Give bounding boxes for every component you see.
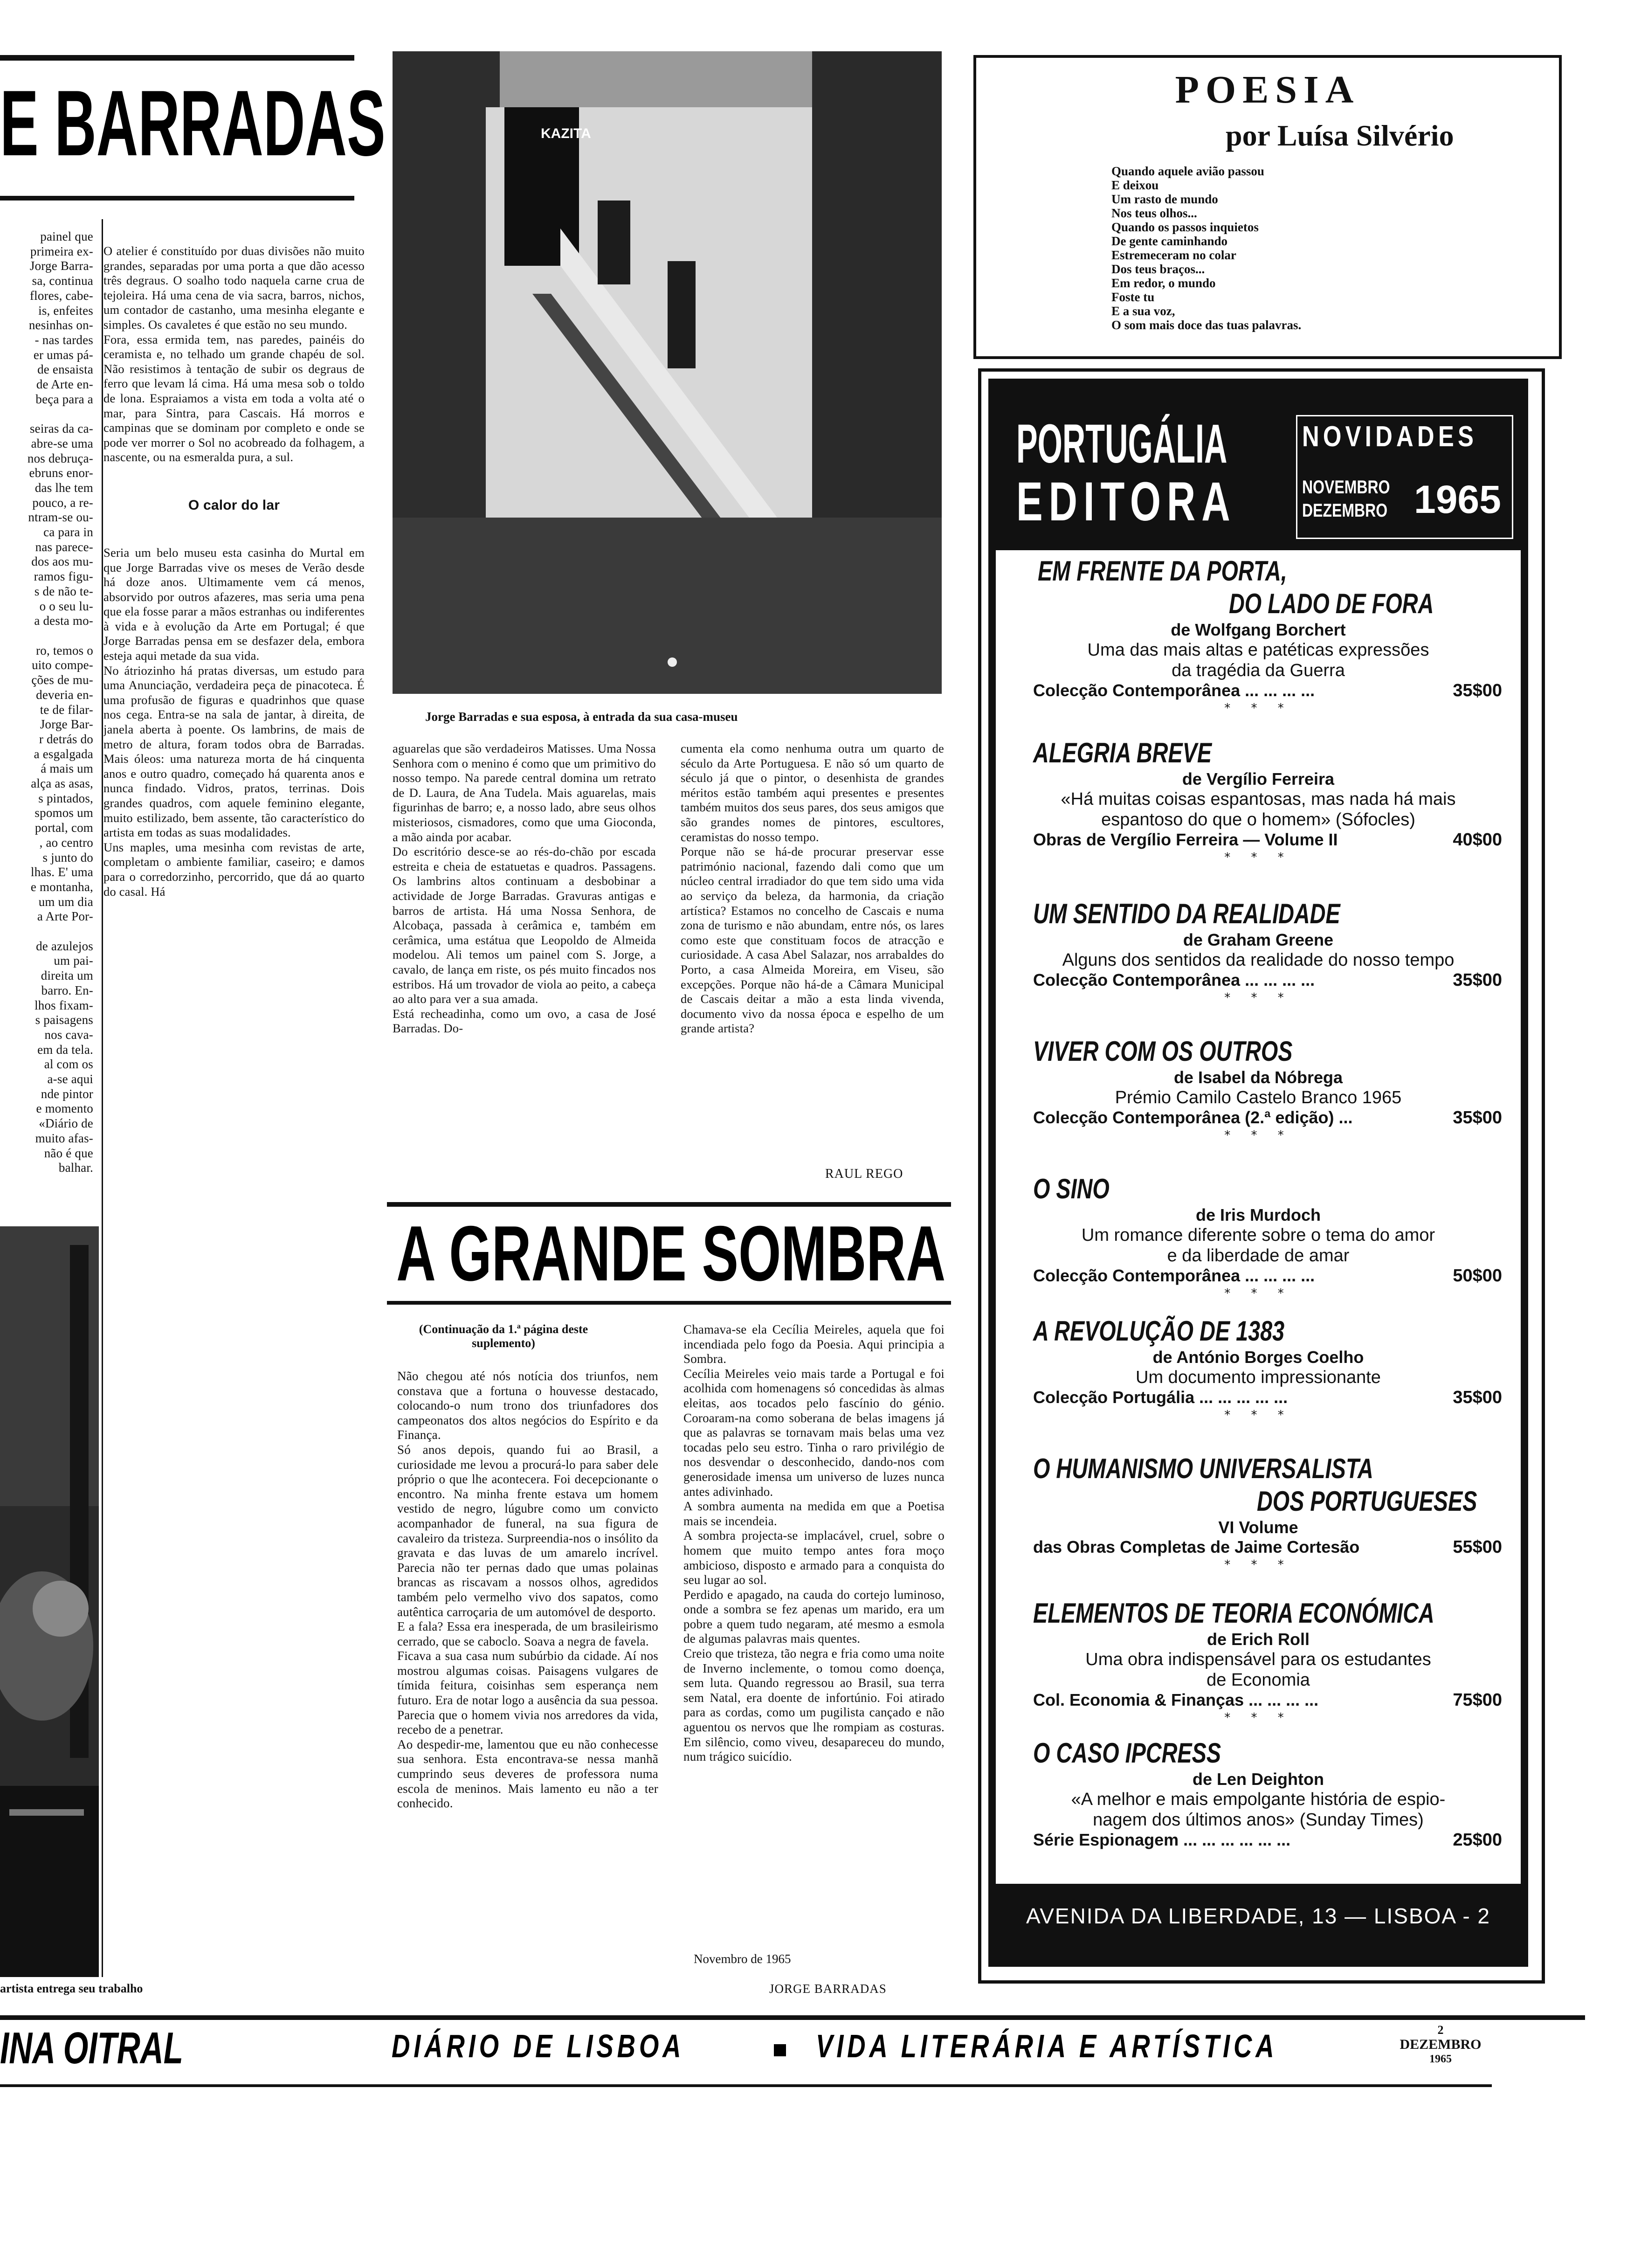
- book-price: 35$00: [1453, 970, 1502, 990]
- book-author: de Wolfgang Borchert: [1171, 620, 1346, 639]
- poem-line: Quando os passos inquietos: [1111, 220, 1259, 234]
- footer-section-name: VIDA LITERÁRIA E ARTÍSTICA: [816, 2028, 1278, 2064]
- ad-book: [996, 1597, 1521, 1737]
- ad-book: [996, 898, 1521, 1014]
- artist-painting-image: [0, 1226, 99, 1977]
- footer-paper-name: DIÁRIO DE LISBOA: [392, 2028, 685, 2064]
- book-desc: Uma obra indispensável para os estudantes: [1085, 1650, 1431, 1669]
- ad-book: [996, 737, 1521, 877]
- book-price: 50$00: [1453, 1266, 1502, 1286]
- novidades-block: [1296, 415, 1513, 539]
- separator-stars: * * *: [1224, 850, 1292, 864]
- column-rule: [102, 219, 103, 1977]
- left-article-text: painel que primeira ex- Jorge Barra- sa, continua flores, cabe- is, enfeites nesinhas on- - nas tardes er umas pá- de ensaista de Arte en- beça para a seiras da ca- abre-se uma nos debruça- ebruns enor- das lhe tem pouco, a re- ntram-se ou- ca para in nas parece- dos aos mu- ramos figu- s de não te- o o seu lu- a desta mo- ro, temos o uito compe- ções de mu- deveria en- te de filar- Jorge Bar- r detrás do a esgalgada á mais um alça as asas, s pintados, spomos um portal, com , ao centro s junto do lhas. E' uma e montanha, um um dia a Arte Por- de azulejos um pai- direita um barro. En- lhos fixam- s paisagens nos cava- em da tela. al com os a-se aqui nde pintor e momento «Diário de muito afas- não é que balhar.: [27, 229, 93, 1175]
- book-collection: Colecção Contemporânea ... ... ... ...: [1033, 970, 1315, 989]
- separator-stars: * * *: [1224, 1128, 1292, 1142]
- atelier-col1-text: O atelier é constituído por duas divisões não muito grandes, separadas por uma porta a que dão acesso três degraus. O soalho todo naquela carne crua de tejoleira. Há uma cena de via sacra, barros, nichos, um contador de castanho, uma mesinha elegante e simples. Os cavaletes é que estão no seu mundo. Fora, essa ermida tem, nas paredes, painéis do ceramista e, no telhado um grande chapéu de sol. Não resistimos à tentação de subir os degraus de ferro que levam lá cima. Há uma mesa sob o toldo de lona. Espraiamos a vista em toda a volta até o mar, para Sintra, para Cascais. Há morros e campinas que se dominam por completo e onde se pode ver morrer o Sol no acobreado da folhagem, a nascente, ou na esmeralda pura, a sul.: [103, 244, 365, 464]
- book-title: VIVER COM OS OUTROS: [1033, 1036, 1293, 1067]
- poem-line: Nos teus olhos...: [1111, 206, 1197, 220]
- book-title-2: DOS PORTUGUESES: [1257, 1486, 1477, 1517]
- book-desc: Alguns dos sentidos da realidade do nosso tempo: [1062, 950, 1455, 970]
- footer-year: 1965: [1429, 2053, 1452, 2065]
- book-desc-2: nagem dos últimos anos» (Sunday Times): [1093, 1810, 1424, 1830]
- poem-line: E deixou: [1111, 178, 1159, 192]
- sombra-col1: Não chegou até nós notícia dos triunfos, nem constava que a fortuna o houvesse destacado, colocando-o num trono dos triunfadores dos campeonatos dos altos negócios do Espírito e da Finança. Só anos depois, quando fui ao Brasil, a curiosidade me levou a procurá-lo para saber dele próprio o que lhe acontecera. Foi decepcionante o encontro. Na minha frente estava um homem vestido de negro, lúgubre como um convicto acompanhador de funeral, na sua figura de cavaleiro da tristeza. Surpreendia-nos o insólito da gravata e das luvas de um amarelo incrível. Parecia não ter pernas dado que umas polainas brancas as riscavam a nossos olhos, agredidos também pelo vermelho vivo dos sapatos, como autêntica carroçaria de um automóvel de desporto. E a fala? Essa era inesperada, de um brasileirismo cerrado, que se caboclo. Soava a negra de favela. Ficava a sua casa num subúrbio da cidade. Aí nos mostrou algumas coisas. Paisagens vulgares de tímida feitura, coisinhas sem esperança nem futuro. Era de notar logo a ausência da sua pessoa. Parecia que o homem vivia nos arredores da vida, recebo de a penetrar. Ao despedir-me, lamentou que eu não conhecesse sua senhora. Esta encontrava-se nessa manhã cumprindo seus deveres de professora numa escola de meninos. Mais lamento eu não a ter conhecido.: [397, 1369, 658, 1811]
- atelier-col1-text2: Seria um belo museu esta casinha do Murtal em que Jorge Barradas vive os meses de Verão desde há doze anos. Ultimamente vem cá menos, absorvido por outros afazeres, mas seria uma pena que ela fosse parar a mãos estranhas ou indiferentes à vida e à evolução da Arte em Portugal; é que Jorge Barradas pensa em se desfazer dela, embora esteja aqui metade da sua vida. No átriozinho há pratas diversas, um estudo para uma Anunciação, verdadeira peça de pinacoteca. É uma profusão de figuras e quadrinhos que quase nos cega. Entra-se na sala de jantar, à direita, de janela aberta à poente. Os lambrins, de mais de metro de altura, foram todos obra de Barradas. Mais óleos: uma natureza morta de há cinquenta anos e outro quadro, começado há quarenta anos e nunca findado. Vidros, pratos, terrinas. Dois grandes quadros, com aquele feminino elegante, muito estilizado, bem assente, tão característico do artista em todas as suas modalidades. Uns maples, uma mesinha com revistas de arte, completam o ambiente familiar, caseiro; e damos para o corredorzinho, percorrido, que dá ao quarto do casal. Há: [103, 545, 365, 899]
- continuation-note: (Continuação da 1.ª página deste suplemento): [419, 1322, 588, 1350]
- ad-header: [1016, 415, 1515, 541]
- book-title: O HUMANISMO UNIVERSALISTA: [1033, 1453, 1373, 1484]
- poem-line: Um rasto de mundo: [1111, 192, 1218, 206]
- book-desc: «Há muitas coisas espantosas, mas nada há mais: [1061, 789, 1456, 809]
- sombra-bottom-rule: [387, 1301, 951, 1305]
- ad-book: [996, 1737, 1521, 1872]
- footer-month: DEZEMBRO: [1400, 2037, 1482, 2052]
- book-collection: Obras de Vergílio Ferreira — Volume II: [1033, 830, 1338, 849]
- book-author: de Len Deighton: [1193, 1770, 1324, 1789]
- brand-block: [1016, 415, 1268, 541]
- book-title: EM FRENTE DA PORTA,: [1038, 555, 1287, 587]
- ad-book: [996, 1452, 1521, 1574]
- separator-stars: * * *: [1224, 1711, 1292, 1725]
- raul-rego-signature: RAUL REGO: [825, 1167, 903, 1181]
- left-headline: E BARRADAS: [0, 71, 386, 175]
- calor-subhead: O calor do lar: [188, 497, 280, 513]
- book-desc-2: espantoso do que o homem» (Sófocles): [1101, 810, 1415, 830]
- book-price: 40$00: [1453, 830, 1502, 850]
- house-photo: [393, 51, 942, 694]
- book-desc: «A melhor e mais empolgante história de espio-: [1071, 1790, 1446, 1809]
- sombra-date: Novembro de 1965: [694, 1952, 791, 1966]
- poem-line: Dos teus braços...: [1111, 262, 1205, 276]
- poesia-title: POESIA: [1175, 68, 1360, 111]
- separator-stars: * * *: [1224, 991, 1292, 1005]
- ad-book: [996, 1315, 1521, 1431]
- book-collection: Colecção Contemporânea ... ... ... ...: [1033, 1266, 1315, 1285]
- book-title: UM SENTIDO DA REALIDADE: [1033, 898, 1340, 929]
- atelier-col3: cumenta ela como nenhuma outra um quarto de século da Arte Portuguesa. E não só um quarto de século já que o pintor, o desenhista de grandes méritos estão também aqui presentes e presentes também muitos dos seus pares, dos seus amigos que são grandes nomes de pintores, escultores, ceramistas do nosso tempo. Porque não se há-de procurar preservar esse património nacional, fazendo dali como que um núcleo central irradiador do que tem sido uma vida ao serviço da beleza, da harmonia, da criação artística? Estamos no concelho de Cascais e numa zona de turismo e não abundam, entre nós, os lares como este que constituam focos de atracção e curiosidade. A casa Abel Salazar, nos arrabaldes do Porto, a casa Almeida Moreira, em Viseu, são excepções. Porque não há-de a Câmara Municipal de Cascais deitar a mão a esta linda vivenda, documento vivo da nossa época e espelho de um grande artista?: [681, 741, 944, 1036]
- book-price: 55$00: [1453, 1537, 1502, 1557]
- left-photo: [0, 1226, 99, 1977]
- ad-book: [996, 1173, 1521, 1308]
- book-author: de Erich Roll: [1207, 1630, 1310, 1649]
- poem-line: De gente caminhando: [1111, 234, 1227, 248]
- book-collection: Col. Economia & Finanças ... ... ... ...: [1033, 1690, 1319, 1709]
- ad-book: [996, 1035, 1521, 1152]
- brand-line-2: EDITORA: [1016, 471, 1236, 532]
- book-author: de Graham Greene: [1183, 930, 1334, 949]
- left-top-rule: [0, 55, 354, 61]
- book-author: de António Borges Coelho: [1152, 1348, 1364, 1367]
- book-collection: das Obras Completas de Jaime Cortesão: [1033, 1537, 1360, 1556]
- book-author: VI Volume: [1218, 1518, 1298, 1537]
- ad-year: 1965: [1414, 477, 1501, 521]
- house-photo-caption: Jorge Barradas e sua esposa, à entrada da sua casa-museu: [425, 710, 738, 724]
- footer-top-rule: [0, 2015, 1585, 2020]
- separator-stars: * * *: [1224, 1408, 1292, 1422]
- book-desc-2: e da liberdade de amar: [1167, 1246, 1350, 1265]
- book-price: 25$00: [1453, 1830, 1502, 1850]
- ad-book-list: [996, 550, 1521, 1884]
- book-desc: Prémio Camilo Castelo Branco 1965: [1115, 1088, 1402, 1107]
- photo-sign: KAZITA: [541, 126, 591, 141]
- book-desc: Um romance diferente sobre o tema do amor: [1081, 1225, 1435, 1245]
- sombra-col2: Chamava-se ela Cecília Meireles, aquela que foi incendiada pelo fogo da Poesia. Aqui principia a Sombra. Cecília Meireles veio mais tarde a Portugal e foi acolhida com homenagens só concedidas às almas eleitas, aos tocados pelo fascínio do génio. Coroaram-na como soberana de belas imagens já que as palavras se tornavam mais belas uma vez tocadas pelo seu estro. Tinha o raro privilégio de nos desvendar o desconhecido, dando-nos com generosidade imensa um universo de luzes nunca antes adivinhado. A sombra aumenta na medida em que a Poetisa mais se incendeia. A sombra projecta-se implacável, cruel, sobre o homem que muito tempo antes fora moço ambicioso, disposto e armado para a conquista do seu lugar ao sol. Perdido e apagado, na cauda do cortejo luminoso, onde a sombra se fez apenas um marido, era um pobre a quem tudo negaram, até mesmo a esmola de algumas palavras mais quentes. Creio que tristeza, tão negra e fria como uma noite de Inverno inclemente, o tomou como doença, sem luta. Quando regressou ao Brasil, sua terra sem Natal, era doente de infortúnio. Foi atirado para as cordas, como um pugilista cançado e não aguentou os nervos que lhe rompiam as costuras. Em silêncio, como viveu, desapareceu do mundo, num trágico suicídio.: [683, 1322, 945, 1764]
- footer-date: [1394, 2024, 1487, 2066]
- book-desc-2: de Economia: [1207, 1670, 1310, 1690]
- separator-stars: * * *: [1224, 1286, 1292, 1300]
- poem-line: Em redor, o mundo: [1111, 276, 1216, 290]
- book-author: de Iris Murdoch: [1195, 1205, 1321, 1224]
- poem-line: Estremeceram no colar: [1111, 248, 1236, 262]
- book-desc-2: da tragédia da Guerra: [1172, 661, 1345, 680]
- book-desc: Um documento impressionante: [1136, 1368, 1381, 1387]
- book-price: 75$00: [1453, 1690, 1502, 1710]
- left-photo-caption: artista entrega seu trabalho: [0, 1982, 143, 1995]
- poem-line: O som mais doce das tuas palavras.: [1111, 318, 1302, 332]
- ad-footer-address: AVENIDA DA LIBERDADE, 13 — LISBOA - 2: [1026, 1904, 1491, 1928]
- footer-bottom-rule: [0, 2084, 1492, 2087]
- atelier-col1: [103, 229, 365, 1889]
- separator-stars: * * *: [1224, 701, 1292, 715]
- footer-square-bullet: [774, 2044, 786, 2056]
- footer-day: 2: [1437, 2023, 1444, 2037]
- atelier-col2: aguarelas que são verdadeiros Matisses. Uma Nossa Senhora com o menino é como que um primitivo do nosso tempo. Na parede central domina um retrato de D. Laura, de Ana Tudela. Mais aguarelas, mais figurinhas de barro; e, a nosso lado, abre seus olhos misteriosos, cismadores, como que uma Gioconda, a mão ainda por acabar. Do escritório desce-se ao rés-do-chão por escada estreita e cheia de estatuetas e quadros. Passagens. Os lambrins altos continuam a desbobinar a actividade de Jorge Barradas. Gravuras antigas e barros de artista. Há uma Nossa Senhora, de Alcobaça, passada à cerâmica e, também em cerâmica, uma estátua que Leopoldo de Almeida modelou. Ali temos um painel com S. Jorge, a cavalo, de lança em riste, os pés muito fincados nos estribos. Há um trovador de viola ao peito, a cabeça ao alto para ver a sua amada. Está recheadinha, como um ovo, a casa de José Barradas. Do-: [393, 741, 656, 1036]
- book-title: ALEGRIA BREVE: [1033, 737, 1212, 768]
- poesia-box: [973, 55, 1562, 359]
- book-title: ELEMENTOS DE TEORIA ECONÓMICA: [1033, 1597, 1434, 1629]
- poesia-byline: por Luísa Silvério: [1226, 119, 1454, 152]
- book-title: O CASO IPCRESS: [1033, 1737, 1221, 1769]
- book-price: 35$00: [1453, 681, 1502, 700]
- jorge-barradas-signature: JORGE BARRADAS: [769, 1982, 887, 1996]
- book-collection: Colecção Contemporânea (2.ª edição) ...: [1033, 1108, 1353, 1127]
- casa-museu-image: [393, 51, 942, 694]
- left-headline-rule: [0, 196, 354, 201]
- month-2: DEZEMBRO: [1302, 500, 1388, 521]
- book-price: 35$00: [1453, 1388, 1502, 1407]
- book-collection: Colecção Portugália ... ... ... ... ...: [1033, 1388, 1288, 1407]
- book-price: 35$00: [1453, 1108, 1502, 1127]
- book-title: O SINO: [1033, 1173, 1110, 1204]
- month-1: NOVEMBRO: [1302, 477, 1390, 498]
- footer-left-title: INA OITRAL: [0, 2023, 183, 2073]
- novidades-label: NOVIDADES: [1302, 421, 1478, 453]
- sombra-headline: A GRANDE SOMBRA: [396, 1210, 946, 1297]
- book-title: A REVOLUÇÃO DE 1383: [1033, 1315, 1285, 1347]
- sombra-top-rule: [387, 1202, 951, 1207]
- book-title-2: DO LADO DE FORA: [1229, 588, 1434, 619]
- book-desc: Uma das mais altas e patéticas expressões: [1087, 640, 1429, 660]
- poem-lines: [1111, 164, 1531, 332]
- book-author: de Vergílio Ferreira: [1182, 769, 1335, 788]
- book-collection: Série Espionagem ... ... ... ... ... ...: [1033, 1830, 1291, 1849]
- separator-stars: * * *: [1224, 1558, 1292, 1572]
- brand-line-1: PORTUGÁLIA: [1016, 413, 1227, 475]
- poem-line: E a sua voz,: [1111, 304, 1175, 318]
- book-author: de Isabel da Nóbrega: [1173, 1068, 1343, 1087]
- poem-line: Foste tu: [1111, 290, 1155, 304]
- ad-book: [996, 555, 1521, 718]
- poem-line: Quando aquele avião passou: [1111, 164, 1264, 178]
- book-collection: Colecção Contemporânea ... ... ... ...: [1033, 681, 1315, 700]
